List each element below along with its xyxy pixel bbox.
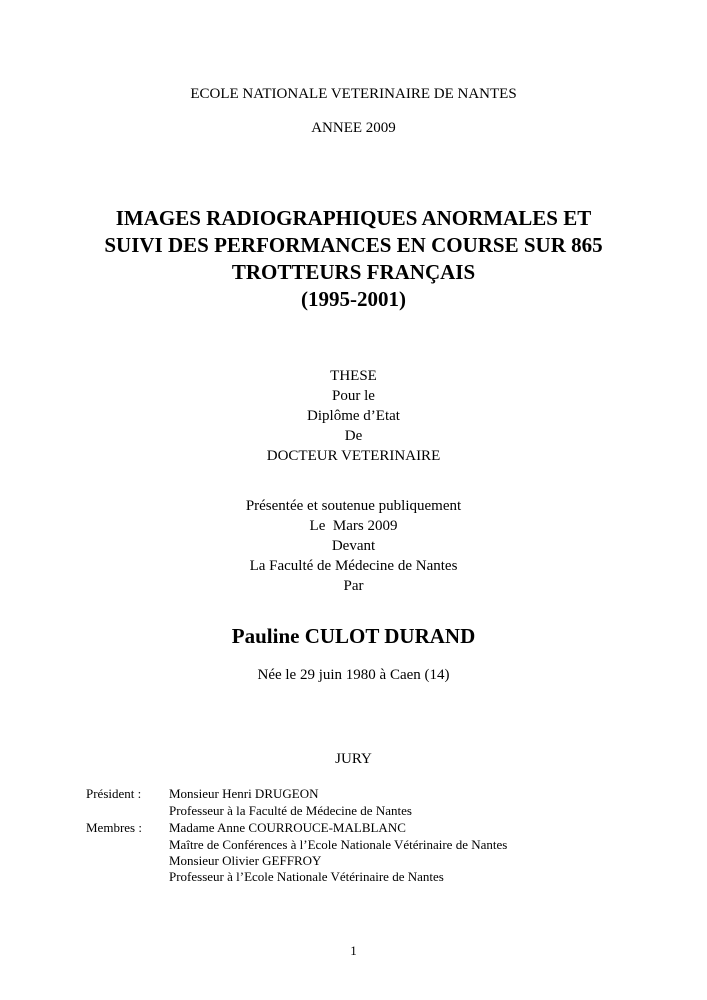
title-line: SUIVI DES PERFORMANCES EN COURSE SUR 865 xyxy=(104,233,603,257)
thesis-block xyxy=(0,366,707,466)
academic-year: ANNEE 2009 xyxy=(311,120,396,136)
thesis-line: THESE xyxy=(330,368,377,384)
presentation-line: Devant xyxy=(331,538,376,554)
thesis-line: De xyxy=(344,428,363,444)
member-title: Professeur à l’Ecole Nationale Vétérinaire de Nantes xyxy=(169,869,444,884)
member-title: Maître de Conférences à l’Ecole Nationale Vétérinaire de Nantes xyxy=(169,837,508,852)
title-line: IMAGES RADIOGRAPHIQUES ANORMALES ET xyxy=(115,206,592,230)
school-name: ECOLE NATIONALE VETERINAIRE DE NANTES xyxy=(190,86,517,102)
title-line: (1995-2001) xyxy=(301,287,406,311)
thesis-title xyxy=(0,205,707,313)
president-label: Président : xyxy=(86,786,142,801)
thesis-line: DOCTEUR VETERINAIRE xyxy=(266,448,441,464)
presentation-line: La Faculté de Médecine de Nantes xyxy=(249,558,458,574)
title-line: TROTTEURS FRANÇAIS xyxy=(231,260,476,284)
president-name: Monsieur Henri DRUGEON xyxy=(169,786,319,801)
presentation-line: Par xyxy=(343,578,364,594)
presentation-block xyxy=(0,496,707,596)
presentation-line: Présentée et soutenue publiquement xyxy=(245,498,462,514)
members-label: Membres : xyxy=(86,820,142,835)
jury-heading: JURY xyxy=(335,751,372,767)
author-name: Pauline CULOT DURAND xyxy=(231,624,476,648)
president-title: Professeur à la Faculté de Médecine de Nantes xyxy=(169,803,412,818)
member-name: Monsieur Olivier GEFFROY xyxy=(169,853,322,868)
author-birth: Née le 29 juin 1980 à Caen (14) xyxy=(257,667,450,683)
presentation-line: Le Mars 2009 xyxy=(309,518,398,534)
member-name: Madame Anne COURROUCE-MALBLANC xyxy=(169,820,406,835)
thesis-line: Diplôme d’Etat xyxy=(307,408,400,424)
thesis-line: Pour le xyxy=(332,388,375,404)
page-number: 1 xyxy=(350,943,357,958)
